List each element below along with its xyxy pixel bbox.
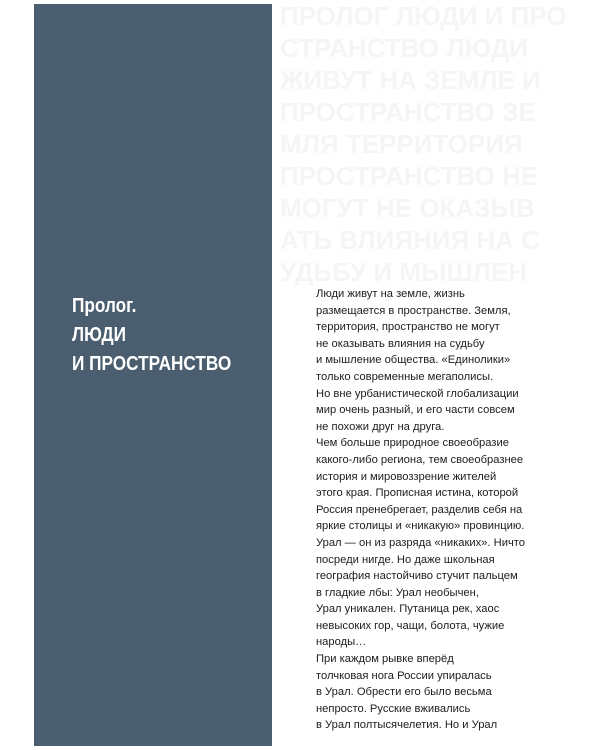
heading-line-people: ЛЮДИ <box>72 324 127 346</box>
text-line: только современные мегаполисы. <box>316 370 494 383</box>
text-line: Люди живут на земле, жизнь <box>316 288 465 300</box>
text-line: непросто. Русские вживались <box>316 702 471 715</box>
text-line: Чем больше природное своеобразие <box>316 437 509 450</box>
text-line: мир очень разный, и его части совсем <box>316 404 515 417</box>
text-line: невысоких гор, чащи, болота, чужие <box>316 619 505 632</box>
text-line: история и мировоззрение жителей <box>316 470 497 483</box>
text-line: Урал уникален. Путаница рек, хаос <box>316 603 500 616</box>
text-line: толчковая нога России упиралась <box>316 669 492 682</box>
text-line: и мышление общества. «Единолики» <box>316 354 511 367</box>
text-line: в гладкие лбы: Урал необычен, <box>316 586 479 599</box>
text-line: в Урал. Обрести его было весьма <box>316 686 492 699</box>
text-line: не оказывать влияния на судьбу <box>316 337 485 350</box>
text-line: какого-либо региона, тем своеобразнее <box>316 453 524 466</box>
text-line: этого края. Прописная истина, которой <box>316 487 519 500</box>
text-line: территория, пространство не могут <box>316 321 500 334</box>
text-line: яркие столицы и «никакую» провинцию. <box>316 520 525 533</box>
text-line: не похожи друг на друга. <box>316 420 445 433</box>
text-line: география настойчиво стучит пальцем <box>316 570 518 583</box>
text-line: Урал — он из разряда «никаких». Ничто <box>316 536 526 549</box>
text-line: посреди нигде. Но даже школьная <box>316 553 495 566</box>
heading-line-space: И ПРОСТРАНСТВО <box>72 353 232 375</box>
faded-watermark-text: ПРОЛОГ ЛЮДИ И ПРО СТРАНСТВО ЛЮДИ ЖИВУТ НА ЗЕМЛЕ И ПРОСТРАНСТВО ЗЕ МЛЯ ТЕРРИТОРИЯ ПРОСТРАНСТВО НЕ МОГУТ НЕ ОКАЗЫВ АТЬ ВЛИЯНИЯ НА С УДЬБУ И МЫШЛЕН <box>280 1 567 285</box>
text-line: народы… <box>316 636 367 649</box>
chapter-heading <box>72 292 244 379</box>
text-line: При каждом рывке вперёд <box>316 653 454 666</box>
text-line: Россия пренебрегает, разделив себя на <box>316 503 523 516</box>
text-line: в Урал полтысячелетия. Но и Урал <box>316 719 498 732</box>
text-line: размещается в пространстве. Земля, <box>316 304 511 317</box>
text-line: Но вне урбанистической глобализации <box>316 387 519 400</box>
heading-line-prologue: Пролог. <box>72 295 137 317</box>
body-paragraph <box>316 286 586 734</box>
